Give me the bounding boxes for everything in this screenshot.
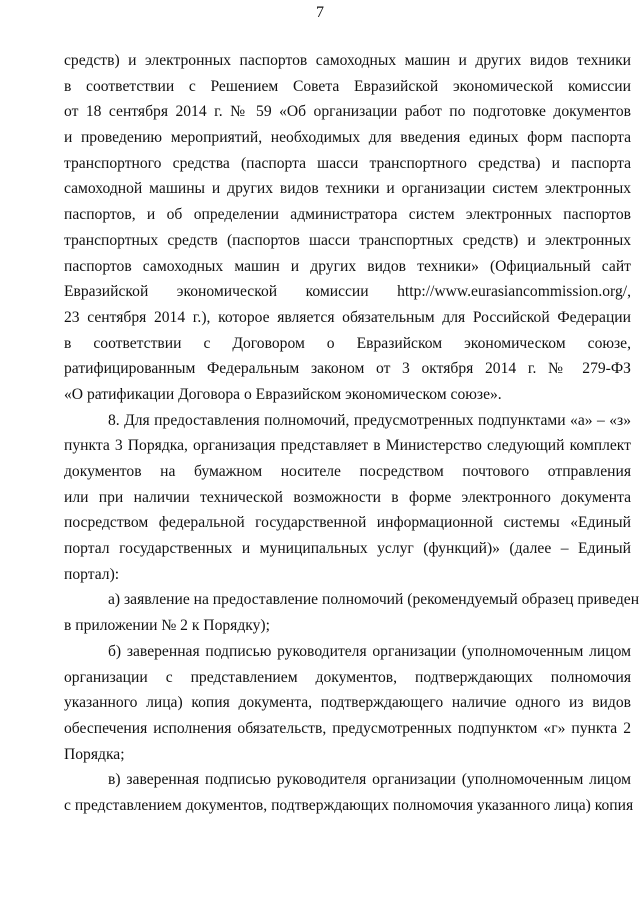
- text-line: в) заверенная подписью руководителя организации (уполномоченным лицом: [108, 771, 631, 789]
- text-line: транспортных средств (паспортов шасси транспортных средств) и электронных: [64, 231, 631, 249]
- text-line: посредством федеральной государственной информационной системы «Единый: [64, 514, 631, 532]
- text-line: документов на бумажном носителе посредством почтового отправления: [64, 463, 631, 480]
- text-line: Порядка;: [64, 745, 125, 763]
- text-line: б) заверенная подписью руководителя организации (уполномоченным лицом: [108, 642, 631, 660]
- text-line: обеспечения исполнения обязательств, предусмотренных подпунктом «г» пункта 2: [64, 719, 631, 737]
- text-line: портал):: [64, 565, 120, 583]
- text-line: а) заявление на предоставление полномочий (рекомендуемый образец приведен: [108, 591, 640, 609]
- text-line: средств) и электронных паспортов самоходных машин и других видов техники: [64, 52, 631, 69]
- text-line: портал государственных и муниципальных услуг (функций)» (далее – Единый: [64, 540, 631, 558]
- text-line: и проведению мероприятий, необходимых для введения единых форм паспорта: [64, 129, 631, 147]
- document-body: [64, 48, 640, 819]
- text-line: или при наличии технической возможности в форме электронного документа: [64, 488, 631, 506]
- page-number: 7: [316, 4, 324, 21]
- text-line: указанного лица) копия документа, подтверждающего наличие одного из видов: [64, 694, 631, 712]
- text-line: 23 сентября 2014 г.), которое является обязательным для Российской Федерации: [64, 308, 631, 326]
- text-line: пункта 3 Порядка, организация представляет в Министерство следующий комплект: [64, 437, 631, 455]
- text-line: паспортов самоходных машин и других видов техники» (Официальный сайт: [64, 257, 631, 275]
- text-line: ратифицированным Федеральным законом от 3 октября 2014 г. № 279-ФЗ: [64, 360, 631, 378]
- text-line: транспортного средства (паспорта шасси транспортного средства) и паспорта: [64, 154, 631, 172]
- text-line: с представлением документов, подтверждающих полномочия указанного лица) копия: [64, 796, 634, 814]
- text-line: Евразийской экономической комиссии http://www.eurasiancommission.org/,: [64, 283, 631, 301]
- text-line: 8. Для предоставления полномочий, предусмотренных подпунктами «а» – «з»: [108, 411, 631, 429]
- text-line: в приложении № 2 к Порядку);: [64, 617, 270, 635]
- text-line: организации с представлением документов, подтверждающих полномочия: [64, 668, 631, 686]
- text-line: от 18 сентября 2014 г. № 59 «Об организации работ по подготовке документов: [64, 103, 631, 121]
- text-line: в соответствии с Договором о Евразийском экономическом союзе,: [64, 334, 631, 352]
- text-line: «О ратификации Договора о Евразийском экономическом союзе».: [64, 385, 502, 403]
- text-line: в соответствии с Решением Совета Евразийской экономической комиссии: [64, 77, 631, 95]
- text-line: самоходной машины и других видов техники и организации систем электронных: [64, 180, 631, 198]
- text-line: паспортов, и об определении администратора систем электронных паспортов: [64, 206, 631, 224]
